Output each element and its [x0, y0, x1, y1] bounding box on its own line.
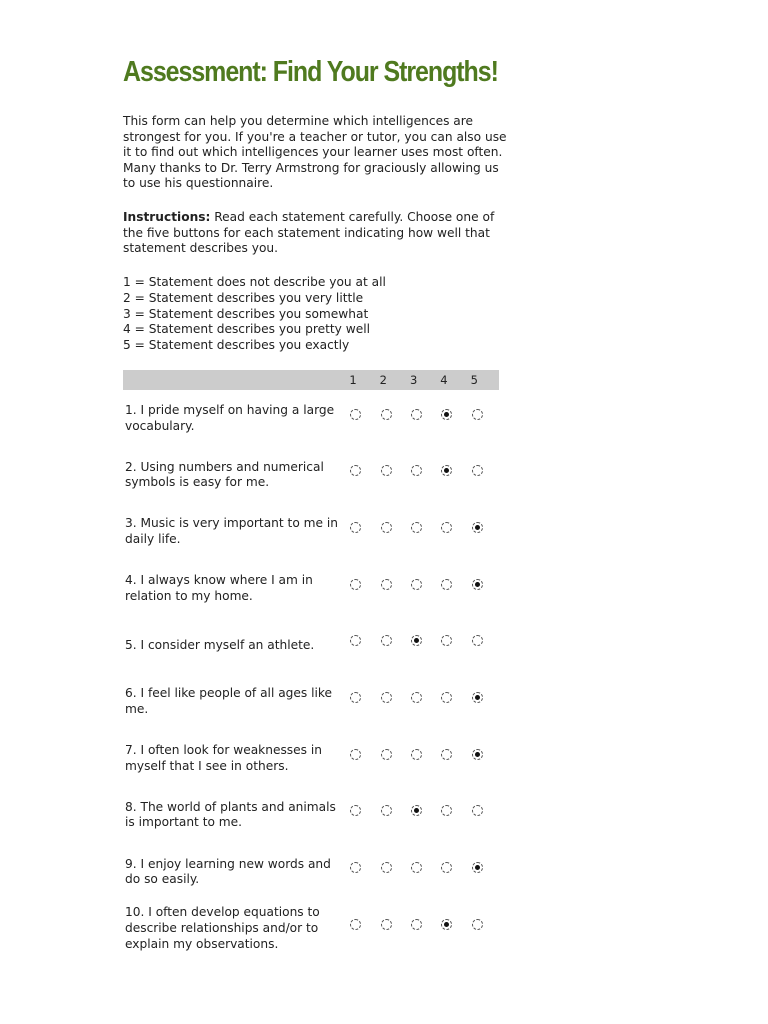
- radio-button-q10-2[interactable]: [381, 919, 392, 930]
- radio-cell: [469, 900, 499, 957]
- radio-cell: [408, 560, 438, 617]
- radio-cell: [469, 504, 499, 561]
- radio-button-q7-2[interactable]: [381, 749, 392, 760]
- radio-cell: [408, 504, 438, 561]
- column-header-3: 3: [408, 370, 438, 390]
- table-row: [123, 504, 499, 561]
- radio-button-q7-1[interactable]: [350, 749, 361, 760]
- radio-cell: [347, 504, 377, 561]
- radio-cell: [469, 447, 499, 504]
- radio-cell: [438, 504, 468, 561]
- radio-button-q9-1[interactable]: [350, 862, 361, 873]
- radio-button-q2-1[interactable]: [350, 465, 361, 476]
- radio-cell: [438, 900, 468, 957]
- radio-cell: [438, 730, 468, 787]
- radio-cell: [378, 560, 408, 617]
- radio-cell: [438, 560, 468, 617]
- radio-button-q8-5[interactable]: [472, 805, 483, 816]
- radio-button-q2-2[interactable]: [381, 465, 392, 476]
- radio-cell: [378, 504, 408, 561]
- table-row: [123, 900, 499, 957]
- radio-button-q9-4[interactable]: [441, 862, 452, 873]
- intro-paragraph: This form can help you determine which intelligences are strongest for you. If you're a teacher or tutor, you can also use it to find out which intelligences your learner uses most often. Many thanks to Dr. Terry Armstrong for graciously allowing us to use his questionnaire.: [123, 114, 507, 191]
- radio-button-q6-1[interactable]: [350, 692, 361, 703]
- radio-button-q8-4[interactable]: [441, 805, 452, 816]
- scale-item: 5 = Statement describes you exactly: [123, 338, 350, 353]
- radio-cell: [469, 674, 499, 731]
- radio-cell: [469, 787, 499, 844]
- table-header-row: [123, 370, 499, 390]
- radio-button-q9-5[interactable]: [472, 862, 483, 873]
- radio-cell: [469, 390, 499, 447]
- radio-button-q10-5[interactable]: [472, 919, 483, 930]
- column-header-4: 4: [438, 370, 468, 390]
- radio-button-q10-3[interactable]: [411, 919, 422, 930]
- table-row: [123, 730, 499, 787]
- question-text: 9. I enjoy learning new words and do so easily.: [125, 856, 331, 887]
- radio-button-q1-3[interactable]: [411, 409, 422, 420]
- radio-cell: [438, 844, 468, 901]
- radio-button-q6-4[interactable]: [441, 692, 452, 703]
- radio-button-q3-3[interactable]: [411, 522, 422, 533]
- radio-cell: [438, 674, 468, 731]
- scale-item: 4 = Statement describes you pretty well: [123, 322, 370, 337]
- radio-button-q5-2[interactable]: [381, 635, 392, 646]
- question-column-header: [123, 370, 347, 390]
- survey-table: [123, 370, 499, 957]
- radio-button-q9-3[interactable]: [411, 862, 422, 873]
- radio-cell: [378, 617, 408, 674]
- radio-cell: [347, 674, 377, 731]
- radio-cell: [347, 617, 377, 674]
- radio-button-q6-2[interactable]: [381, 692, 392, 703]
- radio-cell: [469, 730, 499, 787]
- radio-cell: [408, 674, 438, 731]
- question-text: 5. I consider myself an athlete.: [125, 637, 315, 652]
- survey-body: [123, 390, 499, 957]
- radio-button-q2-4[interactable]: [441, 465, 452, 476]
- table-row: [123, 617, 499, 674]
- radio-cell: [347, 560, 377, 617]
- scale-item: 2 = Statement describes you very little: [123, 290, 364, 305]
- radio-cell: [378, 674, 408, 731]
- radio-cell: [408, 900, 438, 957]
- radio-cell: [438, 447, 468, 504]
- table-row: [123, 787, 499, 844]
- radio-cell: [378, 844, 408, 901]
- radio-cell: [347, 844, 377, 901]
- assessment-page: [123, 50, 508, 957]
- radio-cell: [408, 390, 438, 447]
- radio-button-q8-3[interactable]: [411, 805, 422, 816]
- radio-button-q4-4[interactable]: [441, 579, 452, 590]
- radio-button-q1-4[interactable]: [441, 409, 452, 420]
- radio-cell: [347, 447, 377, 504]
- radio-cell: [378, 900, 408, 957]
- radio-cell: [408, 447, 438, 504]
- radio-cell: [347, 390, 377, 447]
- table-row: [123, 390, 499, 447]
- radio-button-q8-1[interactable]: [350, 805, 361, 816]
- radio-button-q4-5[interactable]: [472, 579, 483, 590]
- radio-cell: [408, 844, 438, 901]
- radio-button-q10-4[interactable]: [441, 919, 452, 930]
- question-text: 10. I often develop equations to describe relationships and/or to explain my observations.: [125, 905, 320, 951]
- radio-button-q6-5[interactable]: [472, 692, 483, 703]
- radio-button-q3-4[interactable]: [441, 522, 452, 533]
- scale-item: 3 = Statement describes you somewhat: [123, 306, 369, 321]
- table-row: [123, 674, 499, 731]
- radio-button-q8-2[interactable]: [381, 805, 392, 816]
- radio-cell: [347, 900, 377, 957]
- table-row: [123, 447, 499, 504]
- radio-button-q1-5[interactable]: [472, 409, 483, 420]
- radio-cell: [408, 787, 438, 844]
- radio-cell: [378, 730, 408, 787]
- radio-cell: [378, 447, 408, 504]
- radio-button-q4-2[interactable]: [381, 579, 392, 590]
- question-text: 3. Music is very important to me in daily life.: [125, 516, 339, 546]
- radio-button-q7-5[interactable]: [472, 749, 483, 760]
- radio-button-q3-1[interactable]: [350, 522, 361, 533]
- radio-button-q2-3[interactable]: [411, 465, 422, 476]
- radio-button-q3-5[interactable]: [472, 522, 483, 533]
- radio-cell: [438, 617, 468, 674]
- radio-button-q10-1[interactable]: [350, 919, 361, 930]
- scale-item: 1 = Statement does not describe you at all: [123, 274, 386, 289]
- radio-cell: [408, 617, 438, 674]
- question-text: 2. Using numbers and numerical symbols is easy for me.: [125, 459, 324, 490]
- question-text: 1. I pride myself on having a large vocabulary.: [125, 403, 335, 433]
- radio-cell: [469, 617, 499, 674]
- table-row: [123, 844, 499, 901]
- radio-cell: [469, 560, 499, 617]
- radio-cell: [408, 730, 438, 787]
- question-text: 4. I always know where I am in relation to my home.: [125, 573, 313, 603]
- radio-cell: [438, 787, 468, 844]
- radio-button-q2-5[interactable]: [472, 465, 483, 476]
- question-text: 7. I often look for weaknesses in myself that I see in others.: [125, 743, 322, 773]
- column-header-5: 5: [469, 370, 499, 390]
- radio-button-q1-2[interactable]: [381, 409, 392, 420]
- page-title: Assessment: Find Your Strengths!: [123, 56, 498, 88]
- radio-cell: [378, 390, 408, 447]
- instructions-text: Read each statement carefully. Choose one of the five buttons for each statement indicating how well that statement describes you.: [123, 209, 495, 256]
- radio-cell: [469, 844, 499, 901]
- radio-button-q5-3[interactable]: [411, 635, 422, 646]
- table-row: [123, 560, 499, 617]
- instructions-label: Instructions:: [123, 209, 211, 224]
- radio-cell: [347, 787, 377, 844]
- rating-scale-legend: [123, 275, 508, 355]
- radio-button-q5-4[interactable]: [441, 635, 452, 646]
- radio-button-q5-1[interactable]: [350, 635, 361, 646]
- column-header-2: 2: [378, 370, 408, 390]
- radio-button-q7-3[interactable]: [411, 749, 422, 760]
- radio-cell: [438, 390, 468, 447]
- question-text: 8. The world of plants and animals is important to me.: [125, 799, 336, 830]
- radio-button-q6-3[interactable]: [411, 692, 422, 703]
- radio-button-q9-2[interactable]: [381, 862, 392, 873]
- radio-button-q7-4[interactable]: [441, 749, 452, 760]
- radio-button-q5-5[interactable]: [472, 635, 483, 646]
- radio-button-q3-2[interactable]: [381, 522, 392, 533]
- radio-cell: [347, 730, 377, 787]
- radio-button-q1-1[interactable]: [350, 409, 361, 420]
- column-header-1: 1: [347, 370, 377, 390]
- radio-button-q4-3[interactable]: [411, 579, 422, 590]
- question-text: 6. I feel like people of all ages like me.: [125, 686, 333, 717]
- radio-button-q4-1[interactable]: [350, 579, 361, 590]
- radio-cell: [378, 787, 408, 844]
- instructions-paragraph: [123, 210, 503, 257]
